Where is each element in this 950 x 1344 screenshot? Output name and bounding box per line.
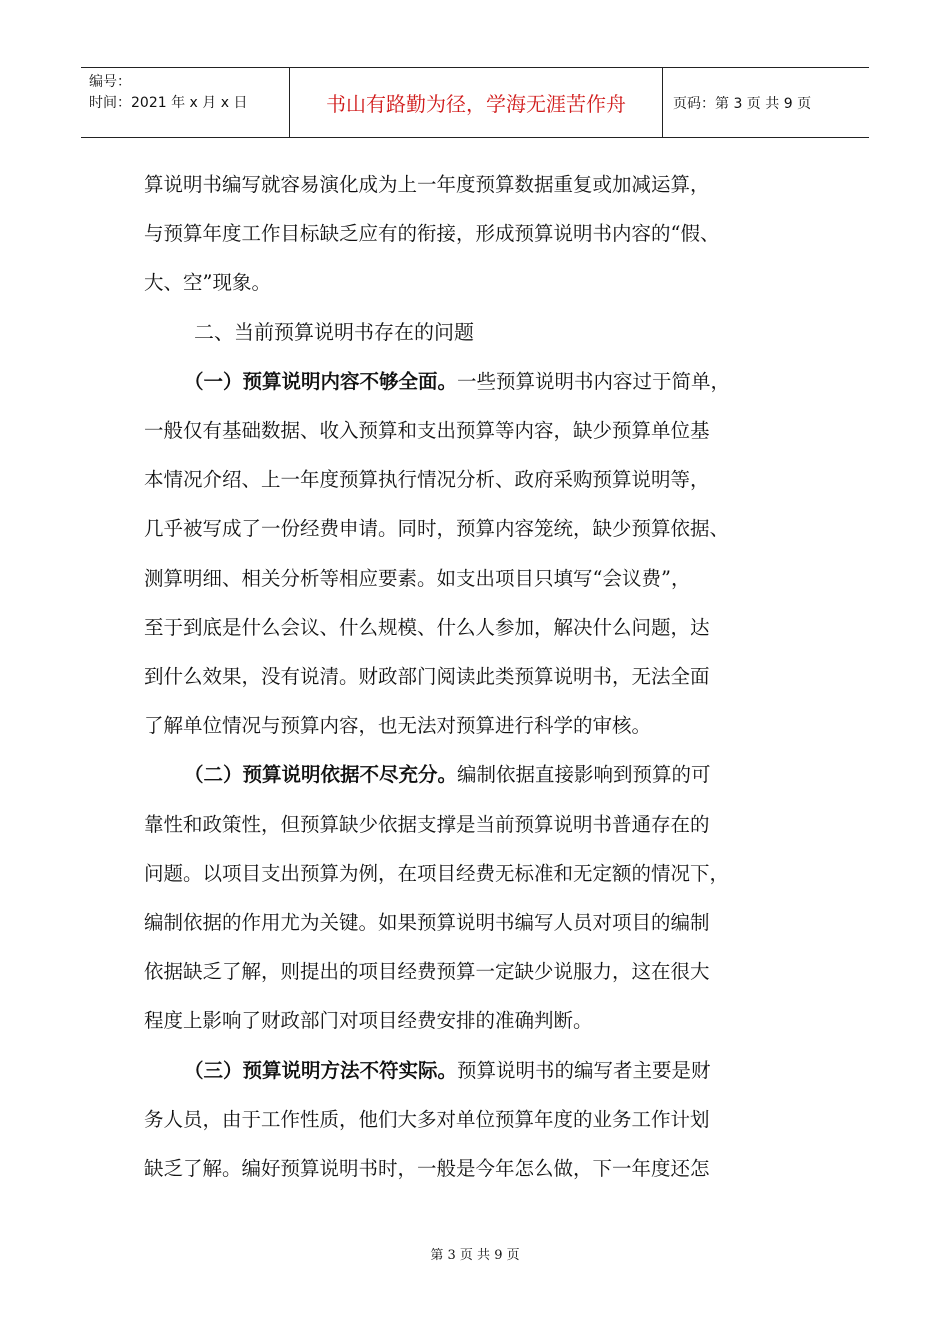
body-line: 程度上影响了财政部门对项目经费安排的准确判断。 xyxy=(144,1009,593,1033)
body-line: 到什么效果，没有说清。财政部门阅读此类预算说明书，无法全面 xyxy=(144,665,710,689)
body-line: 大、空”现象。 xyxy=(144,271,271,295)
body-line: 一般仅有基础数据、收入预算和支出预算等内容，缺少预算单位基 xyxy=(144,419,710,443)
body-line: 依据缺乏了解，则提出的项目经费预算一定缺少说服力，这在很大 xyxy=(144,960,710,984)
subsection-3-title: （三）预算说明方法不符实际。 xyxy=(184,1058,458,1082)
header-page-info: 页码：第 3 页 共 9 页 xyxy=(673,95,812,112)
page-footer: 第 3 页 共 9 页 xyxy=(430,1248,520,1263)
body-line: 了解单位情况与预算内容，也无法对预算进行科学的审核。 xyxy=(144,714,652,738)
body-line: 务人员，由于工作性质，他们大多对单位预算年度的业务工作计划 xyxy=(144,1107,710,1131)
body-line: 缺乏了解。编好预算说明书时，一般是今年怎么做，下一年度还怎 xyxy=(144,1157,710,1181)
subsection-3-first-line xyxy=(144,1046,824,1095)
body-line: 算说明书编写就容易演化成为上一年度预算数据重复或加减运算， xyxy=(144,173,710,196)
subsection-2-first-line xyxy=(144,750,824,799)
body-line: 至于到底是什么会议、什么规模、什么人参加，解决什么问题，达 xyxy=(144,615,710,639)
time-label: 时间：2021 年 x 月 x 日 xyxy=(89,95,248,111)
subsection-2-lead: 编制依据直接影响到预算的可 xyxy=(457,763,711,787)
body-line: 测算明细、相关分析等相应要素。如支出项目只填写“会议费”， xyxy=(144,566,691,590)
section-heading: 二、当前预算说明书存在的问题 xyxy=(194,319,474,344)
subsection-1-title: （一）预算说明内容不够全面。 xyxy=(184,369,458,393)
body-line: 几乎被写成了一份经费申请。同时，预算内容笼统，缺少预算依据、 xyxy=(144,517,730,541)
header-motto: 书山有路勤为径，学海无涯苦作舟 xyxy=(290,68,663,137)
body-line: 本情况介绍、上一年度预算执行情况分析、政府采购预算说明等， xyxy=(144,468,710,492)
document-body xyxy=(144,160,824,1193)
body-line: 靠性和政策性，但预算缺少依据支撑是当前预算说明书普通存在的 xyxy=(144,812,710,836)
subsection-3-lead: 预算说明书的编写者主要是财 xyxy=(457,1058,711,1082)
subsection-2-title: （二）预算说明依据不尽充分。 xyxy=(184,763,458,787)
body-line: 编制依据的作用尤为关键。如果预算说明书编写人员对项目的编制 xyxy=(144,911,710,935)
subsection-1-first-line xyxy=(144,357,824,406)
header-meta xyxy=(81,68,290,137)
body-line: 与预算年度工作目标缺乏应有的衔接，形成预算说明书内容的“假、 xyxy=(144,222,720,246)
number-label: 编号： xyxy=(89,74,131,90)
body-line: 问题。以项目支出预算为例，在项目经费无标准和无定额的情况下， xyxy=(144,861,730,885)
document-header xyxy=(81,67,869,138)
subsection-1-lead: 一些预算说明书内容过于简单， xyxy=(457,369,731,393)
